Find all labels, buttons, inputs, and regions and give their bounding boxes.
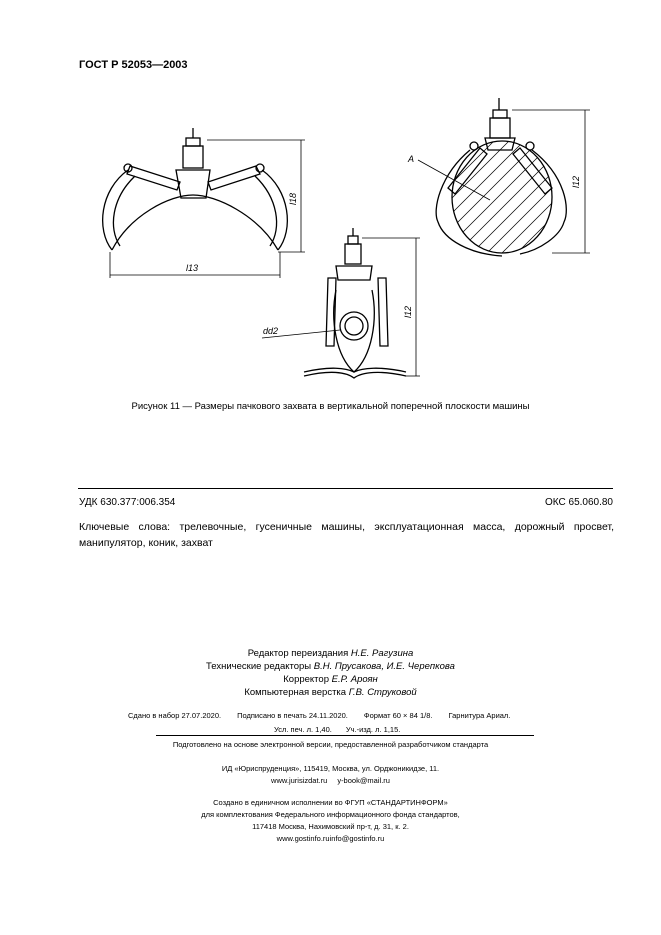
middle-dimensions [262,238,420,376]
label-l13: l13 [186,263,199,273]
print-info-line1: Сдано в набор 27.07.2020. Подписано в печать 24.11.2020. Формат 60 × 84 1/8. Гарнитура Ариал. [128,711,511,720]
keywords-paragraph: Ключевые слова: трелевочные, гусеничные машины, эксплуатационная масса, дорожный просвет, манипулятор, коник, захват [79,521,614,549]
label-A: A [408,154,415,164]
print-prepared-note: Подготовлено на основе электронной версии, предоставленной разработчиком стандарта [172,740,489,749]
standartinform-contacts: www.gostinfo.ruinfo@gostinfo.ru [276,834,385,843]
credit-editor: Редактор переиздания Н.Е. Рагузина [247,648,414,659]
standartinform-line1: Создано в единичном исполнении во ФГУП «СТАНДАРТИНФОРМ» [213,798,448,807]
label-dd2: dd2 [263,326,279,336]
label-l18: l18 [288,192,298,205]
print-separator [156,735,534,736]
middle-grapple-drawing [304,228,406,378]
credit-tech-editors: Технические редакторы В.Н. Прусакова, И.Е. Черепкова [206,661,455,672]
standartinform-line2: для комплектования Федерального информационного фонда стандартов, [201,810,460,819]
oks-code: ОКС 65.060.80 [545,497,613,508]
label-l12-right: l12 [571,175,581,188]
publisher-contacts: www.jurisizdat.ru y-book@mail.ru [271,776,390,785]
left-dimensions [110,140,305,278]
label-l12-middle: l12 [403,305,413,318]
figure-caption: Рисунок 11 — Размеры пачкового захвата в вертикальной поперечной плоскости машины [131,401,530,412]
credits-block [0,647,661,699]
publisher-address: ИД «Юриспруденция», 115419, Москва, ул. Орджоникидзе, 11. [221,764,440,773]
publisher-block [0,763,661,787]
standartinform-block [0,797,661,845]
left-grapple-drawing [103,128,288,250]
grapple-dimension-figure [0,0,661,400]
credit-layout: Компьютерная верстка Г.В. Струковой [244,687,417,698]
document-header: ГОСТ Р 52053—2003 [79,59,188,71]
standartinform-line3: 117418 Москва, Нахимовский пр-т, д. 31, к. 2. [252,822,409,831]
right-grapple-drawing [436,98,566,256]
print-info-line2: Усл. печ. л. 1,40. Уч.-изд. л. 1,15. [274,725,401,734]
credit-corrector: Корректор Е.Р. Ароян [283,674,378,685]
udk-code: УДК 630.377:006.354 [79,497,176,508]
divider-line [78,488,613,489]
